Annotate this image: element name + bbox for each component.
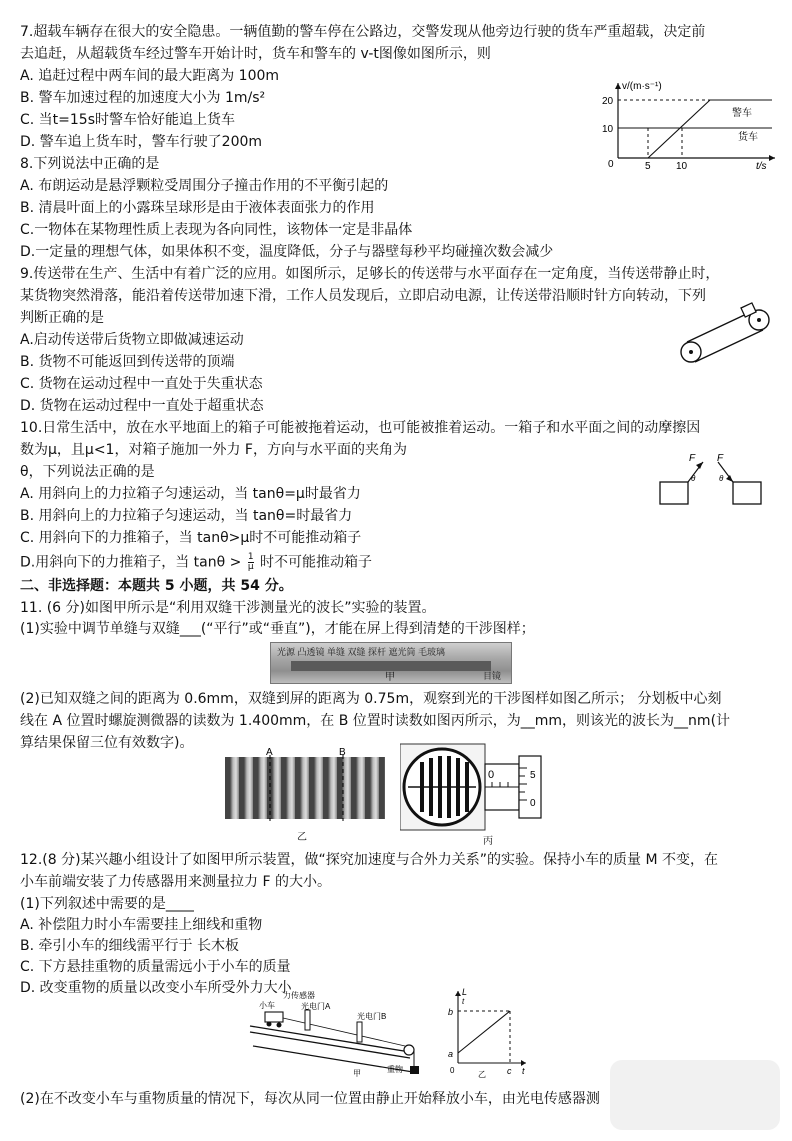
q10-stem-line3: θ，下列说法正确的是 [20,464,155,480]
q9-stem-line1: 9.传送带在生产、生活中有着广泛的应用。如图所示，足够长的传送带与水平面存在一定角度，当传送带静止时， [20,266,720,282]
q12-graph-a: a [448,1049,454,1059]
q10-fig-f1: F [689,453,696,464]
q12-stem-line1: 12.(8 分)某兴趣小组设计了如图甲所示装置，做“探究加速度与合外力关系”的实验。保持小车的质量 M 不变，在 [20,852,719,868]
q12-fig-jia: 甲 [353,1069,361,1078]
q7-graph-origin: 0 [608,159,614,170]
q9-option-b: B. 货物不可能返回到传送带的顶端 [20,354,235,370]
q7-graph-tick-5: 5 [645,161,651,170]
q7-stem-line2: 去追赶，从超载货车经过警车开始计时，货车和警车的 v-t图像如图所示，则 [20,46,491,62]
q7-graph-police-label: 警车 [732,108,752,119]
q12-option-b: B. 牵引小车的细线需平行于 长木板 [20,938,239,954]
q12-graph-t-axis: t [522,1066,525,1076]
q11-label-b: B [339,747,346,758]
q12-fig-gate-b: 光电门B [357,1012,387,1021]
q7-stem-line1: 7.超载车辆存在很大的安全隐患。一辆值勤的警车停在公路边，交警发现从他旁边行驶的货车严重超载，决定前 [20,24,706,40]
q10-fig-theta2: θ [719,474,724,483]
q8-option-b: B. 清晨叶面上的小露珠呈球形是由于液体表面张力的作用 [20,200,375,216]
q11-micrometer-figure [400,742,550,834]
q12-graph [440,985,530,1080]
q12-option-d: D. 改变重物的质量以改变小车所受外力大小 [20,980,292,996]
q9-stem-line2: 某货物突然滑落，能沿着传送带加速下滑，工作人员发现后，立即启动电源，让传送带沿顺时针方向转动，下列 [20,288,706,304]
q12-graph-t-label: t [462,997,465,1006]
q11-caption-yi: 乙 [297,832,307,843]
q7-graph-ylabel: v/(m·s⁻¹) [622,81,662,92]
q8-option-c: C.一物体在某物理性质上表现为各向同性，该物体一定是非晶体 [20,222,413,238]
q10-option-a: A. 用斜向上的力拉箱子匀速运动，当 tanθ=μ时最省力 [20,486,361,502]
watermark-badge [610,1060,780,1130]
q11-caption-jia: 甲 [385,672,395,683]
q9-option-c: C. 货物在运动过程中一直处于失重状态 [20,376,263,392]
q7-graph-tick-10: 10 [602,124,614,135]
q8-option-d: D.一定量的理想气体，如果体积不变，温度降低，分子与器壁每秒平均碰撞次数会减少 [20,244,554,260]
q8-stem: 8.下列说法中正确的是 [20,156,160,172]
q12-graph-l: L [462,987,468,997]
q12-fig-weight: 重物 [387,1065,403,1074]
q12-graph-b: b [448,1007,454,1017]
q9-stem-line3: 判断正确的是 [20,310,104,326]
q10-stem-line1: 10.日常生活中，放在水平地面上的箱子可能被拖着运动，也可能被推着运动。一箱子和水平面之间的动摩擦因 [20,420,701,436]
q12-part1: (1)下列叙述中需要的是____ [20,896,194,912]
q11-stem: 11. (6 分)如图甲所示是“利用双缝干涉测量光的波长”实验的装置。 [20,600,436,616]
q11-fringe-overlay [225,745,385,825]
q10-option-d-fraction [248,553,254,572]
q7-option-a: A. 追赶过程中两车间的最大距离为 100m [20,68,280,84]
q11-micro-0b: 0 [530,798,536,809]
q11-part2-line3: 算结果保留三位有效数字)。 [20,735,194,751]
q10-option-d-pre: D.用斜向下的力推箱子，当 tanθ > [20,554,242,571]
q12-part2: (2)在不改变小车与重物质量的情况下，每次从同一位置由静止开始释放小车，由光电传感器测 [20,1091,600,1107]
q10-fig-theta1: θ [691,474,696,483]
q10-fraction-denominator: μ [247,562,254,572]
q7-option-b: B. 警车加速过程的加速度大小为 1m/s² [20,90,266,106]
q12-apparatus-figure [245,988,435,1078]
q12-option-a: A. 补偿阻力时小车需要挂上细线和重物 [20,917,263,933]
q11-caption-bing: 丙 [483,836,493,847]
q12-graph-zero: 0 [450,1066,455,1075]
q10-stem-line2: 数为μ，且μ<1，对箱子施加一外力 F，方向与水平面的夹角为 [20,442,407,458]
q7-graph-truck-label: 货车 [738,132,758,143]
q9-option-a: A.启动传送带后货物立即做减速运动 [20,332,244,348]
q7-graph-tick-x10: 10 [676,161,688,170]
q9-option-d: D. 货物在运动过程中一直处于超重状态 [20,398,264,414]
q10-fraction-numerator: 1 [247,552,254,562]
q11-micro-5: 5 [530,770,536,781]
q12-graph-yi: 乙 [478,1070,486,1079]
q12-fig-gate-a: 光电门A [301,1002,331,1011]
q10-option-d [20,553,372,573]
q11-photo-tag: 目镜 [483,671,502,681]
q11-micro-0: 0 [488,769,495,781]
q11-part2-line1: (2)已知双缝之间的距离为 0.6mm，双缝到屏的距离为 0.75m，观察到光的干涉图样如图乙所示； 分划板中心刻 [20,691,722,707]
q10-option-b: B. 用斜向上的力拉箱子匀速运动，当 tanθ=时最省力 [20,508,353,524]
q8-option-a: A. 布朗运动是悬浮颗粒受周围分子撞击作用的不平衡引起的 [20,178,389,194]
section-title: 二、非选择题：本题共 5 小题，共 54 分。 [20,578,293,594]
q10-option-c: C. 用斜向下的力推箱子，当 tanθ>μ时不可能推动箱子 [20,530,362,546]
q11-part1: (1)实验中调节单缝与双缝___(“平行”或“垂直”)，才能在屏上得到清楚的干涉图样； [20,621,535,637]
q7-option-c: C. 当t=15s时警车恰好能追上货车 [20,112,236,128]
q7-graph-tick-20: 20 [602,96,614,107]
q9-conveyor-figure [675,300,775,370]
q10-box-figure [655,448,775,508]
q12-fig-car: 小车 [259,1001,275,1010]
q12-graph-c: c [507,1066,512,1076]
q7-option-d: D. 警车追上货车时，警车行驶了200m [20,134,263,150]
q12-fig-sensor: 力传感器 [283,991,315,1000]
q10-fig-f2: F [717,453,724,464]
q7-vt-graph [590,75,780,170]
q12-stem-line2: 小车前端安装了力传感器用来测量拉力 F 的大小。 [20,874,331,890]
q7-graph-xlabel: t/s [756,161,767,170]
q11-part2-line2: 线在 A 位置时螺旋测微器的读数为 1.400mm，在 B 位置时读数如图丙所示，为__mm，则该光的波长为__nm(计 [20,713,731,729]
q12-option-c: C. 下方悬挂重物的质量需远小于小车的质量 [20,959,291,975]
q10-option-d-post: 时不可能推动箱子 [260,554,373,571]
q11-label-a: A [266,747,273,758]
q11-photo-label: 光源 凸透镜 单缝 双缝 探杆 遮光筒 毛玻璃 [277,647,446,657]
